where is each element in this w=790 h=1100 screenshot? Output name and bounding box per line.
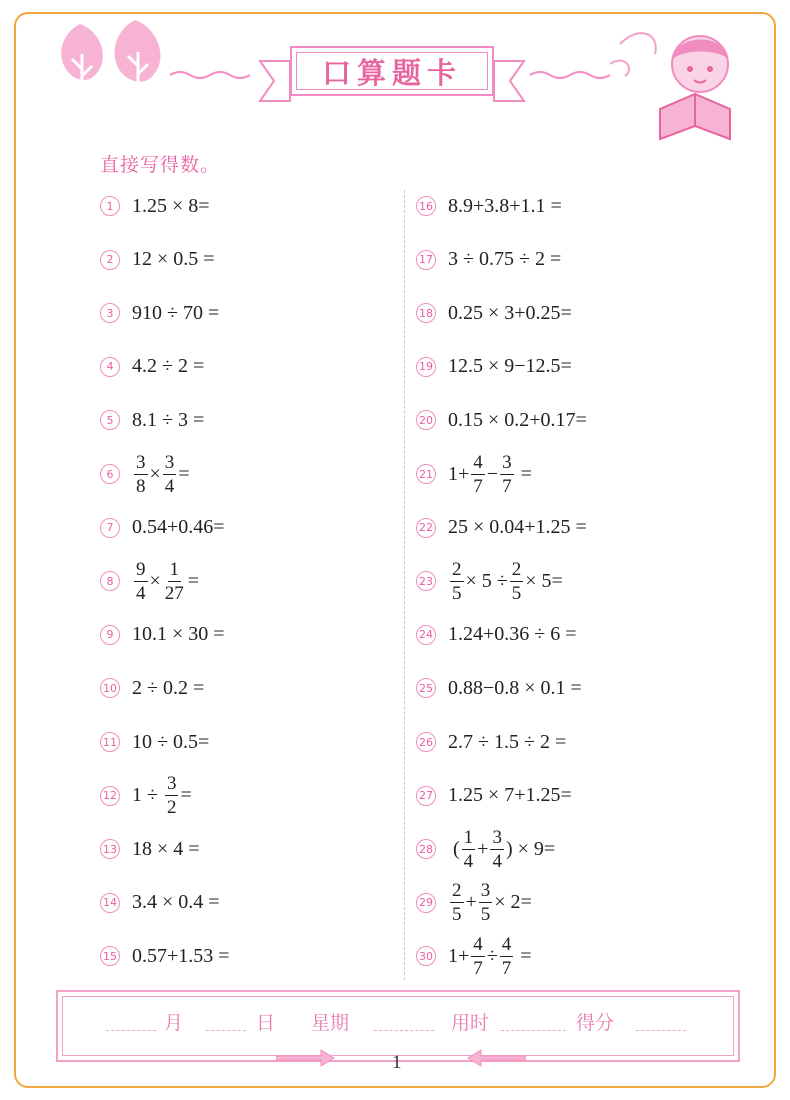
problem-row bbox=[416, 716, 566, 768]
fraction-numerator: 3 bbox=[166, 773, 177, 795]
operator-text: 1 ÷ bbox=[132, 784, 163, 807]
problem-number: 15 bbox=[100, 946, 120, 966]
problem-row bbox=[416, 555, 563, 607]
problem-row bbox=[100, 341, 204, 393]
operator-text: + bbox=[477, 837, 489, 860]
problem-number: 16 bbox=[416, 196, 436, 216]
problem-expression: 10.1 × 30 = bbox=[132, 623, 225, 646]
operator-text: ) × 9= bbox=[505, 837, 556, 860]
score-label: 得分 bbox=[576, 1012, 615, 1034]
fraction-numerator: 4 bbox=[473, 451, 483, 473]
problem-expression: 3 ÷ 0.75 ÷ 2 = bbox=[448, 248, 562, 271]
problem-number: 6 bbox=[100, 464, 120, 484]
problem-expression: 0.88−0.8 × 0.1 = bbox=[448, 676, 582, 699]
fraction bbox=[471, 935, 485, 978]
weekday-blank[interactable] bbox=[374, 1030, 434, 1031]
problem-number: 14 bbox=[100, 893, 120, 913]
operator-text: ( bbox=[448, 837, 460, 860]
problem-expression bbox=[448, 881, 532, 924]
problem-number: 28 bbox=[416, 839, 436, 859]
weekday-label: 星期 bbox=[311, 1012, 350, 1034]
fraction bbox=[500, 453, 514, 496]
problem-number: 5 bbox=[100, 410, 120, 430]
problem-row bbox=[416, 234, 561, 286]
fraction-numerator: 3 bbox=[136, 451, 146, 473]
problem-expression: 910 ÷ 70 = bbox=[132, 301, 220, 324]
problem-expression: 2.7 ÷ 1.5 ÷ 2 = bbox=[448, 730, 567, 753]
arrow-left-icon bbox=[466, 1048, 526, 1068]
fraction-denominator: 7 bbox=[502, 475, 512, 497]
problem-expression: 0.57+1.53 = bbox=[132, 944, 230, 967]
problem-expression: 18 × 4 = bbox=[132, 837, 200, 860]
problem-expression: 2 ÷ 0.2 = bbox=[132, 676, 205, 699]
problem-number: 12 bbox=[100, 786, 120, 806]
operator-text: × 5= bbox=[525, 569, 563, 592]
fraction-numerator: 1 bbox=[463, 826, 474, 848]
fraction bbox=[163, 453, 177, 496]
problem-number: 4 bbox=[100, 357, 120, 377]
problem-number: 10 bbox=[100, 678, 120, 698]
problem-row bbox=[416, 662, 582, 714]
operator-text: = bbox=[180, 784, 192, 807]
time-blank[interactable] bbox=[501, 1030, 566, 1031]
page-title: 口算题卡 bbox=[321, 55, 462, 90]
operator-text: = bbox=[187, 569, 200, 592]
fraction-numerator: 2 bbox=[452, 558, 462, 580]
operator-text: × bbox=[149, 462, 161, 485]
fraction-numerator: 1 bbox=[169, 558, 180, 580]
operator-text: × 2= bbox=[494, 891, 532, 914]
problem-expression: 1.25 × 8= bbox=[132, 194, 210, 217]
fraction-numerator: 9 bbox=[136, 558, 146, 580]
fraction-denominator: 5 bbox=[452, 582, 462, 604]
instruction-text: 直接写得数。 bbox=[100, 154, 221, 176]
problem-number: 29 bbox=[416, 893, 436, 913]
problem-expression: 1.25 × 7+1.25= bbox=[448, 784, 572, 807]
fraction bbox=[479, 881, 493, 924]
problem-number: 18 bbox=[416, 303, 436, 323]
title-box bbox=[290, 46, 494, 96]
problem-row bbox=[416, 770, 572, 822]
problem-number: 24 bbox=[416, 625, 436, 645]
problem-row bbox=[100, 877, 220, 929]
operator-text: × 5 ÷ bbox=[465, 569, 508, 592]
fraction-numerator: 4 bbox=[501, 933, 512, 955]
problem-row bbox=[100, 555, 199, 607]
fraction bbox=[490, 828, 504, 871]
fraction-numerator: 3 bbox=[492, 826, 502, 848]
fraction bbox=[471, 453, 485, 496]
problem-row bbox=[416, 823, 555, 875]
problem-number: 23 bbox=[416, 571, 436, 591]
fraction-denominator: 4 bbox=[164, 475, 175, 497]
problem-row bbox=[100, 770, 192, 822]
problem-number: 9 bbox=[100, 625, 120, 645]
problem-expression: 8.9+3.8+1.1 = bbox=[448, 194, 562, 217]
problem-expression: 12.5 × 9−12.5= bbox=[448, 355, 572, 378]
problem-expression bbox=[132, 560, 199, 603]
problem-expression: 0.25 × 3+0.25= bbox=[448, 301, 572, 324]
problem-expression: 12 × 0.5 = bbox=[132, 248, 215, 271]
problem-number: 21 bbox=[416, 464, 436, 484]
problem-number: 1 bbox=[100, 196, 120, 216]
problem-number: 20 bbox=[416, 410, 436, 430]
problem-expression bbox=[448, 828, 555, 871]
fraction-denominator: 5 bbox=[511, 582, 522, 604]
problem-expression: 1.24+0.36 ÷ 6 = bbox=[448, 623, 577, 646]
problem-expression: 25 × 0.04+1.25 = bbox=[448, 516, 587, 539]
header bbox=[0, 0, 790, 150]
problem-number: 3 bbox=[100, 303, 120, 323]
problem-row bbox=[100, 180, 210, 232]
problem-row bbox=[416, 341, 572, 393]
problem-number: 13 bbox=[100, 839, 120, 859]
fraction bbox=[450, 881, 464, 924]
problem-row bbox=[100, 609, 225, 661]
fraction bbox=[163, 560, 186, 603]
page-number: 1 bbox=[392, 1052, 402, 1073]
fraction bbox=[510, 560, 524, 603]
arrow-right-icon bbox=[276, 1048, 336, 1068]
problem-expression bbox=[448, 935, 532, 978]
fraction-denominator: 4 bbox=[463, 850, 474, 872]
problem-expression: 10 ÷ 0.5= bbox=[132, 730, 210, 753]
fraction-denominator: 5 bbox=[480, 904, 491, 926]
problem-number: 17 bbox=[416, 250, 436, 270]
problem-row bbox=[416, 448, 532, 500]
day-label: 日 bbox=[256, 1012, 276, 1034]
problem-number: 25 bbox=[416, 678, 436, 698]
problem-number: 19 bbox=[416, 357, 436, 377]
problem-row bbox=[416, 180, 562, 232]
fraction-numerator: 3 bbox=[502, 451, 512, 473]
problem-row bbox=[416, 287, 572, 339]
fraction-denominator: 8 bbox=[136, 475, 146, 497]
fraction bbox=[462, 828, 476, 871]
fraction-denominator: 7 bbox=[473, 475, 483, 497]
problem-expression: 0.15 × 0.2+0.17= bbox=[448, 408, 587, 431]
problem-row bbox=[100, 823, 200, 875]
fraction-denominator: 4 bbox=[136, 582, 146, 604]
fraction-numerator: 2 bbox=[452, 880, 462, 902]
fraction-denominator: 2 bbox=[166, 797, 177, 819]
problem-number: 26 bbox=[416, 732, 436, 752]
operator-text: × bbox=[149, 569, 161, 592]
problem-number: 11 bbox=[100, 732, 120, 752]
problem-row bbox=[100, 394, 204, 446]
problem-row bbox=[100, 448, 190, 500]
fraction bbox=[500, 935, 514, 978]
fraction-numerator: 2 bbox=[511, 558, 522, 580]
operator-text: = bbox=[178, 462, 190, 485]
problem-number: 8 bbox=[100, 571, 120, 591]
fraction-denominator: 5 bbox=[452, 904, 462, 926]
problem-number: 7 bbox=[100, 518, 120, 538]
problem-number: 22 bbox=[416, 518, 436, 538]
problem-row bbox=[100, 234, 215, 286]
operator-text: − bbox=[486, 462, 499, 485]
fraction-denominator: 7 bbox=[473, 957, 483, 979]
problem-expression: 4.2 ÷ 2 = bbox=[132, 355, 205, 378]
problem-row bbox=[416, 930, 532, 982]
column-divider bbox=[404, 190, 405, 980]
problem-expression: 8.1 ÷ 3 = bbox=[132, 408, 205, 431]
problem-expression bbox=[132, 453, 190, 496]
problem-row bbox=[416, 394, 587, 446]
fraction-numerator: 3 bbox=[164, 451, 175, 473]
problem-expression: 0.54+0.46= bbox=[132, 516, 225, 539]
score-blank[interactable] bbox=[636, 1030, 686, 1031]
operator-text: ÷ bbox=[486, 944, 498, 967]
month-label: 月 bbox=[164, 1012, 184, 1034]
problem-expression bbox=[448, 560, 563, 603]
girl-reading-illustration bbox=[600, 14, 750, 144]
time-label: 用时 bbox=[451, 1012, 490, 1034]
fraction-denominator: 7 bbox=[501, 957, 512, 979]
operator-text: + bbox=[465, 891, 477, 914]
fraction bbox=[134, 453, 148, 496]
problem-row bbox=[100, 287, 219, 339]
problem-expression bbox=[132, 774, 192, 817]
day-blank[interactable] bbox=[206, 1030, 246, 1031]
problem-row bbox=[100, 716, 209, 768]
problem-row bbox=[100, 502, 225, 554]
operator-text: = bbox=[515, 462, 532, 485]
problem-number: 27 bbox=[416, 786, 436, 806]
problem-row bbox=[416, 877, 532, 929]
month-blank[interactable] bbox=[106, 1030, 156, 1031]
tree-decoration bbox=[50, 14, 180, 104]
problem-row bbox=[100, 662, 204, 714]
fraction bbox=[134, 560, 148, 603]
problem-row bbox=[416, 609, 577, 661]
fraction-numerator: 3 bbox=[480, 880, 491, 902]
fraction-numerator: 4 bbox=[473, 933, 483, 955]
fraction bbox=[165, 774, 179, 817]
fraction bbox=[450, 560, 464, 603]
problem-number: 2 bbox=[100, 250, 120, 270]
fraction-denominator: 4 bbox=[492, 850, 502, 872]
problem-expression bbox=[448, 453, 532, 496]
operator-text: 1+ bbox=[448, 944, 470, 967]
problem-expression: 3.4 × 0.4 = bbox=[132, 891, 220, 914]
operator-text: = bbox=[515, 944, 532, 967]
fraction-denominator: 27 bbox=[164, 582, 184, 604]
operator-text: 1+ bbox=[448, 462, 470, 485]
problem-row bbox=[416, 502, 587, 554]
problem-row bbox=[100, 930, 230, 982]
problem-number: 30 bbox=[416, 946, 436, 966]
